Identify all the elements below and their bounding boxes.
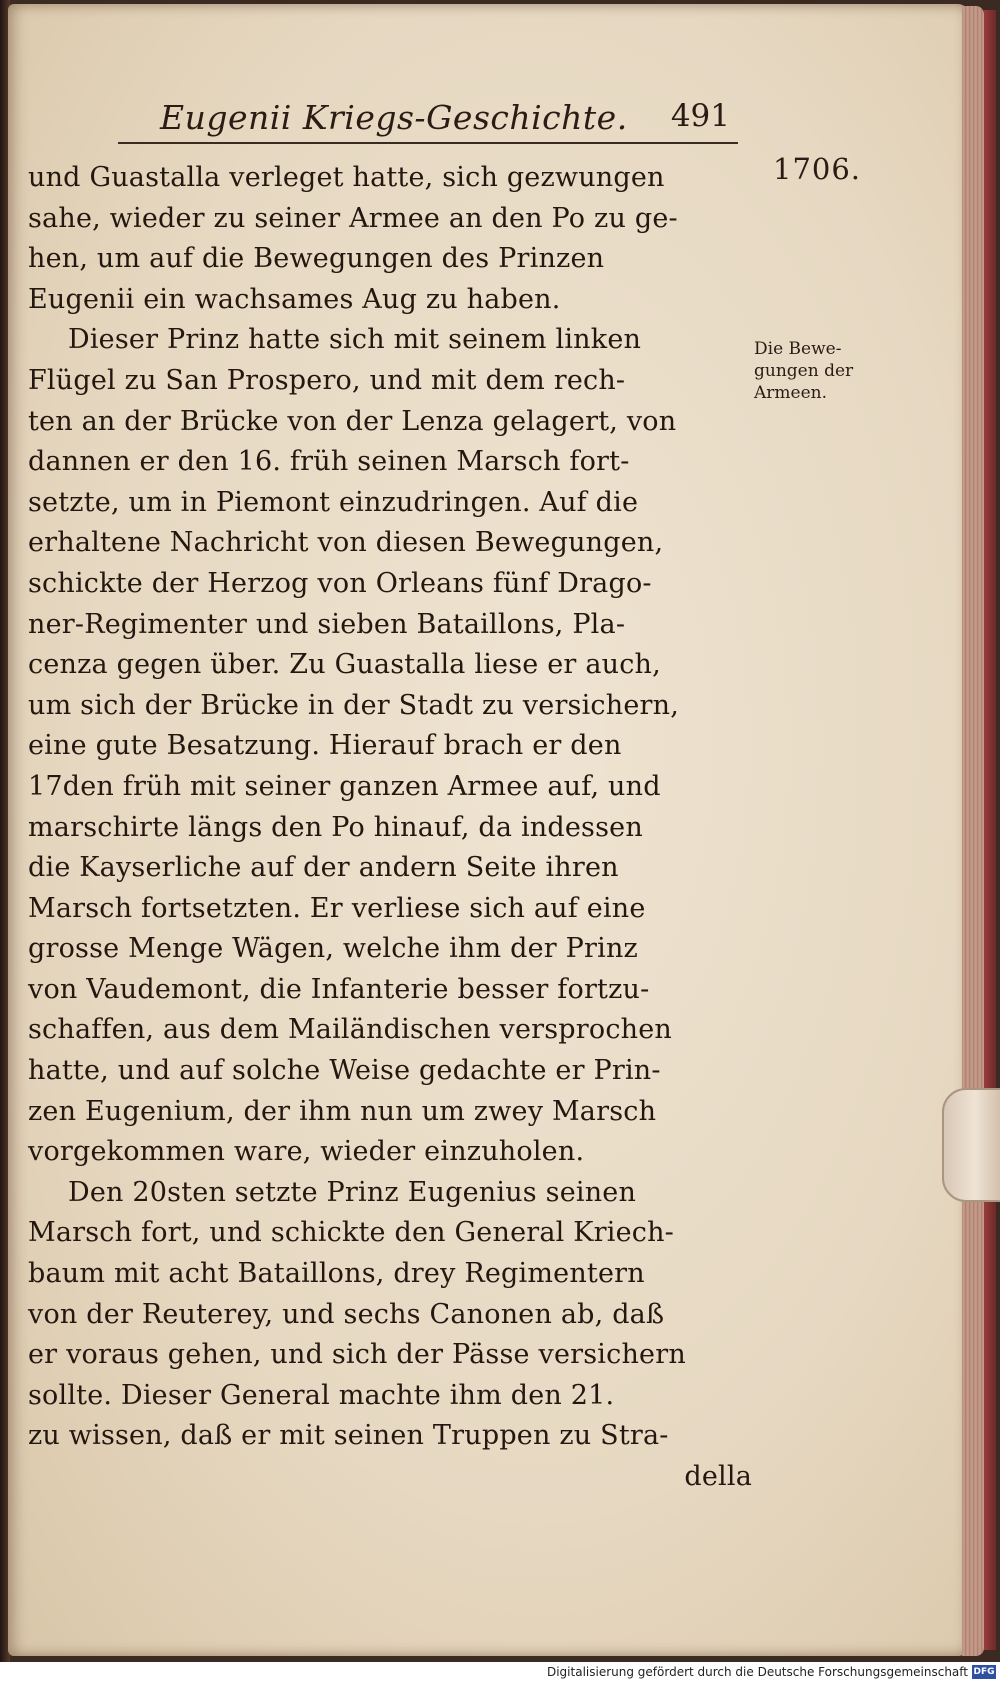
text-line: marschirte längs den Po hinauf, da indessen: [28, 811, 643, 843]
text-line: Dieser Prinz hatte sich mit seinem linken: [68, 324, 642, 356]
running-head: [140, 96, 740, 142]
marginal-note: [754, 338, 904, 404]
running-head-title: Eugenii Kriegs-Geschichte.: [160, 98, 628, 137]
dfg-logo: DFG: [973, 1667, 995, 1677]
text-line: cenza gegen über. Zu Guastalla liese er auch,: [28, 649, 661, 681]
text-line: erhaltene Nachricht von diesen Bewegungen,: [28, 527, 664, 559]
text-line: vorgekommen ware, wieder einzuholen.: [28, 1136, 585, 1168]
text-line: ten an der Brücke von der Lenza gelagert, von: [28, 405, 677, 437]
text-line: von Vaudemont, die Infanterie besser fortzu-: [28, 973, 650, 1005]
marginal-year: 1706.: [773, 152, 862, 186]
page-stack-edge: [962, 6, 984, 1656]
text-line: dannen er den 16. früh seinen Marsch fort-: [28, 446, 630, 478]
footer-bar: [0, 1662, 1000, 1683]
body-text: [28, 158, 758, 1498]
page-number: 491: [670, 98, 730, 134]
marginal-note-line: gungen der: [754, 361, 854, 381]
text-line: ner-Regimenter und sieben Bataillons, Pla-: [28, 608, 626, 640]
text-line: um sich der Brücke in der Stadt zu versichern,: [28, 689, 680, 721]
text-line: setzte, um in Piemont einzudringen. Auf die: [28, 486, 639, 518]
marginal-note-line: Armeen.: [754, 383, 827, 403]
text-line: zen Eugenium, der ihm nun um zwey Marsch: [28, 1095, 657, 1127]
text-line: er voraus gehen, und sich der Pässe versichern: [28, 1339, 686, 1371]
text-line: Marsch fortsetzten. Er verliese sich auf eine: [28, 892, 646, 924]
text-line: baum mit acht Bataillons, drey Regimentern: [28, 1258, 645, 1290]
text-line: Den 20sten setzte Prinz Eugenius seinen: [68, 1176, 637, 1208]
text-line: zu wissen, daß er mit seinen Truppen zu Stra-: [28, 1420, 669, 1452]
text-line: von der Reuterey, und sechs Canonen ab, daß: [28, 1298, 665, 1330]
text-line: schaffen, aus dem Mailändischen versprochen: [28, 1014, 673, 1046]
page-clip: [942, 1088, 1000, 1202]
text-line: sahe, wieder zu seiner Armee an den Po zu ge-: [28, 202, 678, 234]
text-line: sollte. Dieser General machte ihm den 21.: [28, 1379, 615, 1411]
text-line: Eugenii ein wachsames Aug zu haben.: [28, 283, 561, 315]
text-line: schickte der Herzog von Orleans fünf Drago-: [28, 567, 652, 599]
book-cover-edge: [984, 10, 996, 1650]
text-line: und Guastalla verleget hatte, sich gezwungen: [28, 162, 665, 193]
text-line: hen, um auf die Bewegungen des Prinzen: [28, 243, 605, 275]
text-line: grosse Menge Wägen, welche ihm der Prinz: [28, 933, 638, 965]
text-line: hatte, und auf solche Weise gedachte er Prin-: [28, 1055, 661, 1087]
marginal-note-line: Die Bewe-: [754, 339, 842, 359]
header-rule: [118, 142, 738, 144]
text-line: Marsch fort, und schickte den General Kriech-: [28, 1217, 675, 1249]
text-line: Flügel zu San Prospero, und mit dem rech-: [28, 364, 626, 396]
catchword: della: [684, 1461, 752, 1492]
text-line: 17den früh mit seiner ganzen Armee auf, und: [28, 770, 661, 802]
text-line: die Kayserliche auf der andern Seite ihren: [28, 852, 619, 884]
text-line: eine gute Besatzung. Hierauf brach er den: [28, 730, 622, 762]
funding-credit: Digitalisierung gefördert durch die Deutsche Forschungsgemeinschaft: [546, 1665, 968, 1679]
